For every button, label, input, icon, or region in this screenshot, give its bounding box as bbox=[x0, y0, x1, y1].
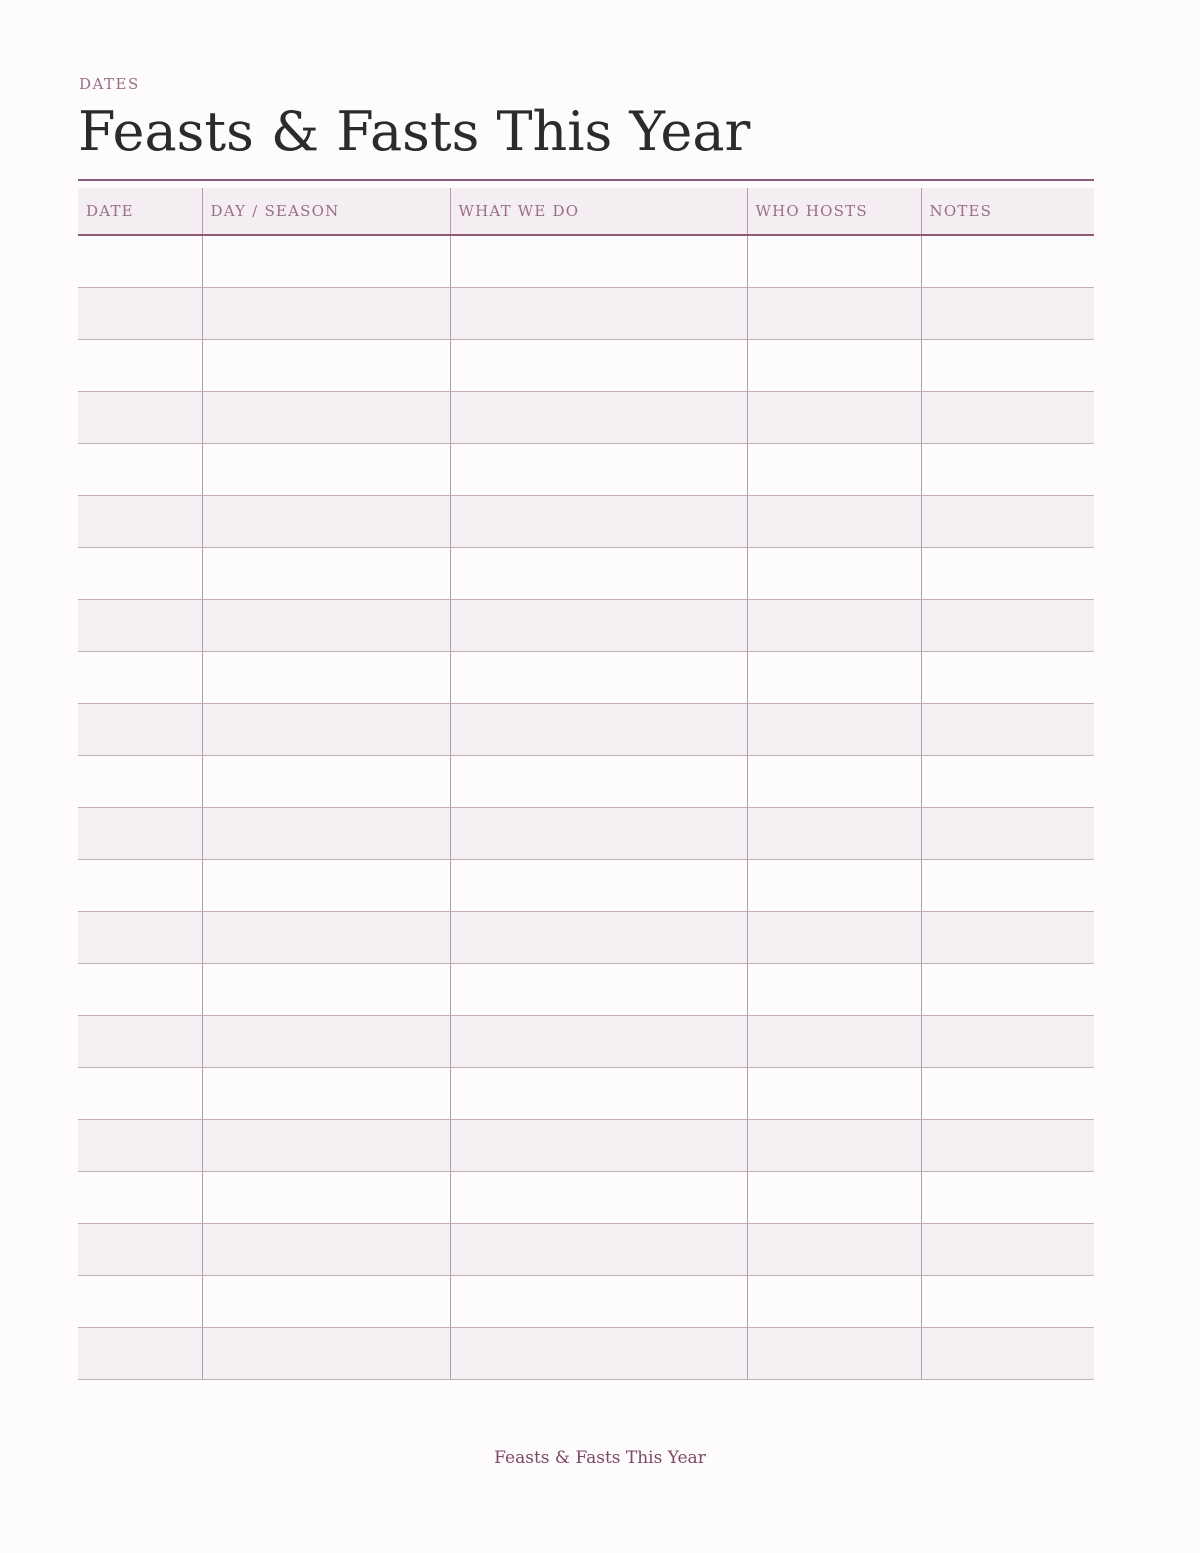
column-header-day-season: DAY / SEASON bbox=[202, 188, 450, 235]
who-hosts-cell[interactable] bbox=[747, 756, 921, 808]
who-hosts-cell[interactable] bbox=[747, 1068, 921, 1120]
notes-cell[interactable] bbox=[921, 860, 1094, 912]
notes-cell[interactable] bbox=[921, 235, 1094, 288]
table-row bbox=[78, 1276, 1094, 1328]
table-row bbox=[78, 496, 1094, 548]
who-hosts-cell[interactable] bbox=[747, 652, 921, 704]
day-season-cell[interactable] bbox=[202, 704, 450, 756]
table-row bbox=[78, 340, 1094, 392]
day-season-cell[interactable] bbox=[202, 756, 450, 808]
day-season-cell[interactable] bbox=[202, 964, 450, 1016]
who-hosts-cell[interactable] bbox=[747, 1172, 921, 1224]
date-cell[interactable] bbox=[78, 288, 202, 340]
day-season-cell[interactable] bbox=[202, 912, 450, 964]
page-title: Feasts & Fasts This Year bbox=[78, 100, 751, 163]
what-we-do-cell[interactable] bbox=[450, 808, 747, 860]
day-season-cell[interactable] bbox=[202, 652, 450, 704]
what-we-do-cell[interactable] bbox=[450, 1016, 747, 1068]
what-we-do-cell[interactable] bbox=[450, 964, 747, 1016]
column-header-what-we-do: WHAT WE DO bbox=[450, 188, 747, 235]
what-we-do-cell[interactable] bbox=[450, 340, 747, 392]
date-cell[interactable] bbox=[78, 1120, 202, 1172]
day-season-cell[interactable] bbox=[202, 1276, 450, 1328]
date-cell[interactable] bbox=[78, 1328, 202, 1380]
what-we-do-cell[interactable] bbox=[450, 1120, 747, 1172]
what-we-do-cell[interactable] bbox=[450, 1328, 747, 1380]
table-row bbox=[78, 1224, 1094, 1276]
date-cell[interactable] bbox=[78, 756, 202, 808]
who-hosts-cell[interactable] bbox=[747, 1120, 921, 1172]
notes-cell[interactable] bbox=[921, 704, 1094, 756]
what-we-do-cell[interactable] bbox=[450, 704, 747, 756]
date-cell[interactable] bbox=[78, 496, 202, 548]
day-season-cell[interactable] bbox=[202, 235, 450, 288]
what-we-do-cell[interactable] bbox=[450, 652, 747, 704]
what-we-do-cell[interactable] bbox=[450, 912, 747, 964]
notes-cell[interactable] bbox=[921, 548, 1094, 600]
day-season-cell[interactable] bbox=[202, 1328, 450, 1380]
notes-cell[interactable] bbox=[921, 652, 1094, 704]
notes-cell[interactable] bbox=[921, 444, 1094, 496]
notes-cell[interactable] bbox=[921, 496, 1094, 548]
who-hosts-cell[interactable] bbox=[747, 548, 921, 600]
notes-cell[interactable] bbox=[921, 1172, 1094, 1224]
who-hosts-cell[interactable] bbox=[747, 235, 921, 288]
table-header-row bbox=[78, 188, 1094, 235]
notes-cell[interactable] bbox=[921, 1016, 1094, 1068]
day-season-cell[interactable] bbox=[202, 444, 450, 496]
column-header-date: DATE bbox=[78, 188, 202, 235]
who-hosts-cell[interactable] bbox=[747, 392, 921, 444]
what-we-do-cell[interactable] bbox=[450, 288, 747, 340]
day-season-cell[interactable] bbox=[202, 392, 450, 444]
notes-cell[interactable] bbox=[921, 392, 1094, 444]
what-we-do-cell[interactable] bbox=[450, 235, 747, 288]
notes-cell[interactable] bbox=[921, 756, 1094, 808]
date-cell[interactable] bbox=[78, 600, 202, 652]
table-body bbox=[78, 235, 1094, 1380]
date-cell[interactable] bbox=[78, 1016, 202, 1068]
table-row bbox=[78, 756, 1094, 808]
date-cell[interactable] bbox=[78, 860, 202, 912]
notes-cell[interactable] bbox=[921, 912, 1094, 964]
table-row bbox=[78, 860, 1094, 912]
column-header-notes: NOTES bbox=[921, 188, 1094, 235]
who-hosts-cell[interactable] bbox=[747, 340, 921, 392]
date-cell[interactable] bbox=[78, 1276, 202, 1328]
table-row bbox=[78, 808, 1094, 860]
table-row bbox=[78, 1120, 1094, 1172]
day-season-cell[interactable] bbox=[202, 1224, 450, 1276]
table-row bbox=[78, 964, 1094, 1016]
notes-cell[interactable] bbox=[921, 1276, 1094, 1328]
day-season-cell[interactable] bbox=[202, 860, 450, 912]
who-hosts-cell[interactable] bbox=[747, 496, 921, 548]
date-cell[interactable] bbox=[78, 340, 202, 392]
what-we-do-cell[interactable] bbox=[450, 1068, 747, 1120]
day-season-cell[interactable] bbox=[202, 340, 450, 392]
date-cell[interactable] bbox=[78, 1224, 202, 1276]
who-hosts-cell[interactable] bbox=[747, 860, 921, 912]
day-season-cell[interactable] bbox=[202, 808, 450, 860]
who-hosts-cell[interactable] bbox=[747, 444, 921, 496]
what-we-do-cell[interactable] bbox=[450, 600, 747, 652]
table-row bbox=[78, 652, 1094, 704]
table-row bbox=[78, 235, 1094, 288]
what-we-do-cell[interactable] bbox=[450, 756, 747, 808]
what-we-do-cell[interactable] bbox=[450, 1172, 747, 1224]
what-we-do-cell[interactable] bbox=[450, 444, 747, 496]
date-cell[interactable] bbox=[78, 808, 202, 860]
table-row bbox=[78, 548, 1094, 600]
date-cell[interactable] bbox=[78, 392, 202, 444]
table-row bbox=[78, 704, 1094, 756]
date-cell[interactable] bbox=[78, 704, 202, 756]
date-cell[interactable] bbox=[78, 912, 202, 964]
what-we-do-cell[interactable] bbox=[450, 1276, 747, 1328]
date-cell[interactable] bbox=[78, 652, 202, 704]
day-season-cell[interactable] bbox=[202, 1172, 450, 1224]
day-season-cell[interactable] bbox=[202, 288, 450, 340]
table-row bbox=[78, 288, 1094, 340]
date-cell[interactable] bbox=[78, 235, 202, 288]
who-hosts-cell[interactable] bbox=[747, 1276, 921, 1328]
who-hosts-cell[interactable] bbox=[747, 600, 921, 652]
who-hosts-cell[interactable] bbox=[747, 912, 921, 964]
section-label: DATES bbox=[79, 75, 140, 93]
what-we-do-cell[interactable] bbox=[450, 860, 747, 912]
notes-cell[interactable] bbox=[921, 1120, 1094, 1172]
what-we-do-cell[interactable] bbox=[450, 548, 747, 600]
title-divider bbox=[78, 179, 1094, 181]
table-row bbox=[78, 1328, 1094, 1380]
day-season-cell[interactable] bbox=[202, 548, 450, 600]
who-hosts-cell[interactable] bbox=[747, 1328, 921, 1380]
notes-cell[interactable] bbox=[921, 1068, 1094, 1120]
notes-cell[interactable] bbox=[921, 964, 1094, 1016]
day-season-cell[interactable] bbox=[202, 1016, 450, 1068]
table-row bbox=[78, 912, 1094, 964]
day-season-cell[interactable] bbox=[202, 600, 450, 652]
what-we-do-cell[interactable] bbox=[450, 496, 747, 548]
table-row bbox=[78, 1016, 1094, 1068]
date-cell[interactable] bbox=[78, 964, 202, 1016]
table-row bbox=[78, 1172, 1094, 1224]
notes-cell[interactable] bbox=[921, 288, 1094, 340]
who-hosts-cell[interactable] bbox=[747, 964, 921, 1016]
column-header-who-hosts: WHO HOSTS bbox=[747, 188, 921, 235]
what-we-do-cell[interactable] bbox=[450, 1224, 747, 1276]
table-row bbox=[78, 1068, 1094, 1120]
who-hosts-cell[interactable] bbox=[747, 704, 921, 756]
notes-cell[interactable] bbox=[921, 808, 1094, 860]
who-hosts-cell[interactable] bbox=[747, 288, 921, 340]
table-row bbox=[78, 392, 1094, 444]
date-cell[interactable] bbox=[78, 444, 202, 496]
date-cell[interactable] bbox=[78, 548, 202, 600]
planner-table bbox=[78, 188, 1094, 1380]
who-hosts-cell[interactable] bbox=[747, 1016, 921, 1068]
day-season-cell[interactable] bbox=[202, 1120, 450, 1172]
date-cell[interactable] bbox=[78, 1172, 202, 1224]
notes-cell[interactable] bbox=[921, 340, 1094, 392]
date-cell[interactable] bbox=[78, 1068, 202, 1120]
what-we-do-cell[interactable] bbox=[450, 392, 747, 444]
who-hosts-cell[interactable] bbox=[747, 1224, 921, 1276]
notes-cell[interactable] bbox=[921, 600, 1094, 652]
table-row bbox=[78, 600, 1094, 652]
notes-cell[interactable] bbox=[921, 1224, 1094, 1276]
day-season-cell[interactable] bbox=[202, 1068, 450, 1120]
notes-cell[interactable] bbox=[921, 1328, 1094, 1380]
day-season-cell[interactable] bbox=[202, 496, 450, 548]
who-hosts-cell[interactable] bbox=[747, 808, 921, 860]
table-row bbox=[78, 444, 1094, 496]
page-footer: Feasts & Fasts This Year bbox=[494, 1448, 706, 1468]
